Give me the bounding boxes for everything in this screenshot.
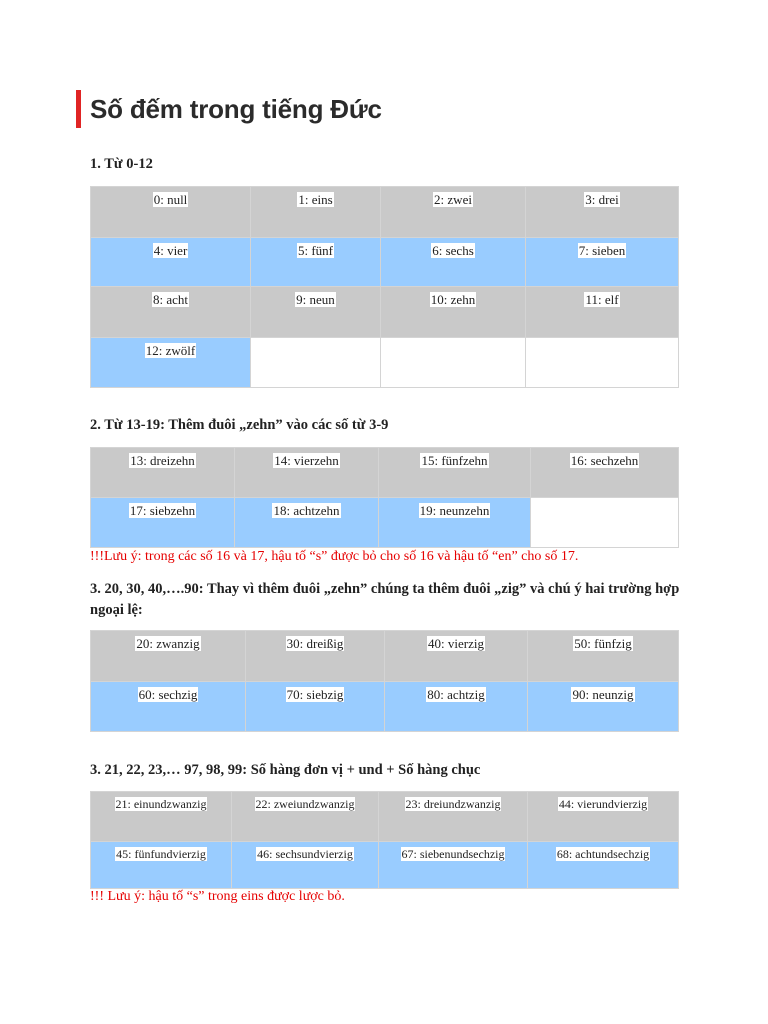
- title-accent-bar: [76, 90, 81, 128]
- table-cell: 15: fünfzehn: [379, 448, 531, 498]
- page-title: Số đếm trong tiếng Đức: [90, 93, 382, 124]
- table-cell: 23: dreiundzwanzig: [379, 792, 528, 842]
- table-cell: 68: achtundsechzig: [528, 842, 679, 889]
- table-cell: 1: eins: [251, 187, 381, 238]
- table-numbers-tens: [90, 630, 679, 732]
- table-cell: 40: vierzig: [385, 631, 528, 682]
- table-numbers-0-12: [90, 186, 679, 388]
- table-cell: 2: zwei: [381, 187, 526, 238]
- table-cell: 11: elf: [526, 287, 679, 338]
- table-cell: 90: neunzig: [528, 682, 679, 732]
- table-numbers-13-19: [90, 447, 679, 548]
- table-cell: 5: fünf: [251, 238, 381, 287]
- table-row: [91, 631, 679, 682]
- table-cell: 0: null: [91, 187, 251, 238]
- table-cell-empty: [251, 338, 381, 388]
- table-cell: 67: siebenundsechzig: [379, 842, 528, 889]
- table-row: [91, 338, 679, 388]
- table-cell: 8: acht: [91, 287, 251, 338]
- table-cell: 20: zwanzig: [91, 631, 246, 682]
- table-cell: 21: einundzwanzig: [91, 792, 232, 842]
- table-cell: 44: vierundvierzig: [528, 792, 679, 842]
- table-cell-empty: [531, 498, 679, 548]
- table-cell: 16: sechzehn: [531, 448, 679, 498]
- table-cell: 22: zweiundzwanzig: [232, 792, 379, 842]
- section-heading-tens: 3. 20, 30, 40,….90: Thay vì thêm đuôi „zehn” chúng ta thêm đuôi „zig” và chú ý hai trường hợp ngoại lệ:: [90, 581, 680, 618]
- table-cell: 50: fünfzig: [528, 631, 679, 682]
- table-cell: 4: vier: [91, 238, 251, 287]
- table-cell: 7: sieben: [526, 238, 679, 287]
- table-row: [91, 287, 679, 338]
- section-heading-compound: 3. 21, 22, 23,… 97, 98, 99: Số hàng đơn vị + und + Số hàng chục: [90, 762, 481, 778]
- section-heading-0-12: 1. Từ 0-12: [90, 156, 153, 172]
- table-cell: 19: neunzehn: [379, 498, 531, 548]
- note-eins: !!! Lưu ý: hậu tố “s” trong eins được lược bỏ.: [90, 889, 345, 904]
- table-row: [91, 842, 679, 889]
- table-row: [91, 448, 679, 498]
- table-cell: 17: siebzehn: [91, 498, 235, 548]
- table-cell-empty: [381, 338, 526, 388]
- table-cell: 60: sechzig: [91, 682, 246, 732]
- table-cell: 45: fünfundvierzig: [91, 842, 232, 889]
- note-16-17: !!!Lưu ý: trong các số 16 và 17, hậu tố “s” được bỏ cho số 16 và hậu tố “en” cho số 17.: [90, 549, 579, 564]
- table-cell: 10: zehn: [381, 287, 526, 338]
- table-cell: 6: sechs: [381, 238, 526, 287]
- table-cell: 70: siebzig: [246, 682, 385, 732]
- section-heading-13-19: 2. Từ 13-19: Thêm đuôi „zehn” vào các số từ 3-9: [90, 417, 389, 433]
- table-row: [91, 682, 679, 732]
- table-row: [91, 498, 679, 548]
- table-row: [91, 187, 679, 238]
- table-cell: 30: dreißig: [246, 631, 385, 682]
- table-cell: 9: neun: [251, 287, 381, 338]
- table-cell: 80: achtzig: [385, 682, 528, 732]
- table-cell: 12: zwölf: [91, 338, 251, 388]
- table-cell: 46: sechsundvierzig: [232, 842, 379, 889]
- table-cell: 18: achtzehn: [235, 498, 379, 548]
- table-cell: 14: vierzehn: [235, 448, 379, 498]
- table-cell-empty: [526, 338, 679, 388]
- table-cell: 3: drei: [526, 187, 679, 238]
- table-row: [91, 238, 679, 287]
- table-row: [91, 792, 679, 842]
- table-numbers-compound: [90, 791, 679, 889]
- table-cell: 13: dreizehn: [91, 448, 235, 498]
- title-block: [76, 90, 382, 128]
